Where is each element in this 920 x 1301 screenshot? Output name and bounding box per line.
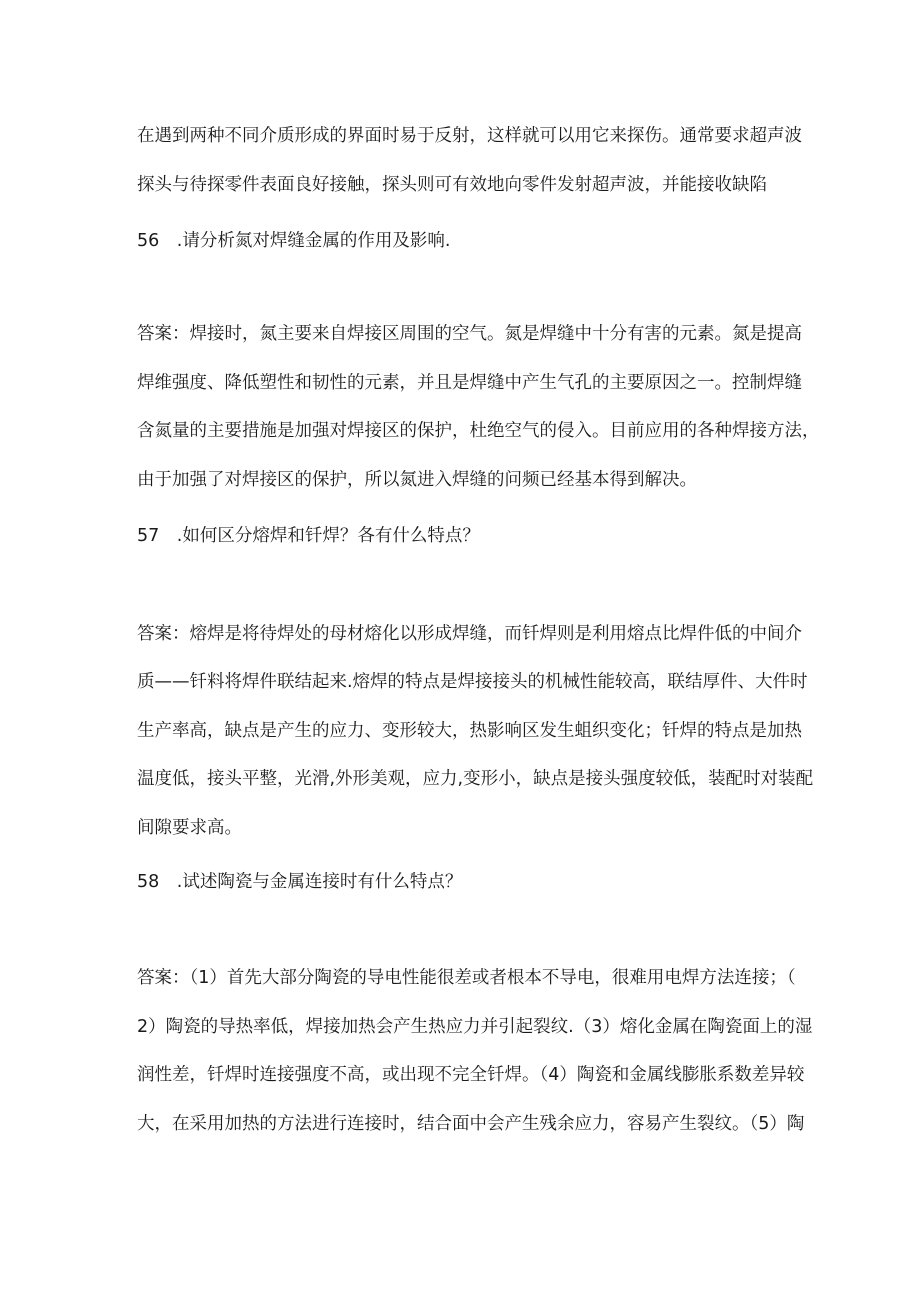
question-57: 57 .如何区分熔焊和钎焊？各有什么特点？	[137, 526, 480, 546]
answer-56-line: 焊维强度、降低塑性和韧性的元素，并且是焊缝中产生气孔的主要原因之一。控制焊缝	[137, 373, 802, 393]
intro-line: 在遇到两种不同介质形成的界面时易于反射，这样就可以用它来探伤。通常要求超声波	[137, 126, 802, 146]
intro-line: 探头与待探零件表面良好接触，探头则可有效地向零件发射超声波，并能接收缺陷	[137, 175, 767, 195]
answer-58-line: 大，在采用加热的方法进行连接时，结合面中会产生残余应力，容易产生裂纹。（5）陶	[137, 1114, 805, 1134]
question-56: 56 .请分析氮对焊缝金属的作用及影响.	[137, 231, 451, 251]
answer-57-line: 质——钎料将焊件联结起来.熔焊的特点是焊接接头的机械性能较高，联结厚件、大件时	[137, 672, 808, 692]
answer-58-line: 润性差，钎焊时连接强度不高，或出现不完全钎焊。（4）陶瓷和金属线膨胀系数差异较	[137, 1065, 805, 1085]
answer-56-line: 含氮量的主要措施是加强对焊接区的保护，杜绝空气的侵入。目前应用的各种焊接方法，	[137, 421, 820, 441]
answer-58-line: 答案：（1）首先大部分陶瓷的导电性能很差或者根本不导电，很难用电焊方法连接；（	[137, 968, 796, 988]
answer-58-line: 2）陶瓷的导热率低，焊接加热会产生热应力并引起裂纹.（3）熔化金属在陶瓷面上的湿	[137, 1017, 813, 1037]
answer-57-line: 间隙要求高。	[137, 818, 242, 838]
question-58: 58 .试述陶瓷与金属连接时有什么特点？	[137, 872, 463, 892]
answer-57-line: 生产率高，缺点是产生的应力、变形较大，热影响区发生蛆织变化；钎焊的特点是加热	[137, 721, 802, 741]
answer-56-line: 由于加强了对焊接区的保护，所以氮进入焊缝的问频已经基本得到解决。	[137, 470, 697, 490]
answer-56-line: 答案：焊接时，氮主要来自焊接区周围的空气。氮是焊缝中十分有害的元素。氮是提高	[137, 324, 802, 344]
answer-57-line: 答案：熔焊是将待焊处的母材熔化以形成焊缝，而钎焊则是利用熔点比焊件低的中间介	[137, 624, 802, 644]
answer-57-line: 温度低，接头平整，光滑,外形美观，应力,变形小，缺点是接头强度较低，装配时对装配	[137, 769, 814, 789]
